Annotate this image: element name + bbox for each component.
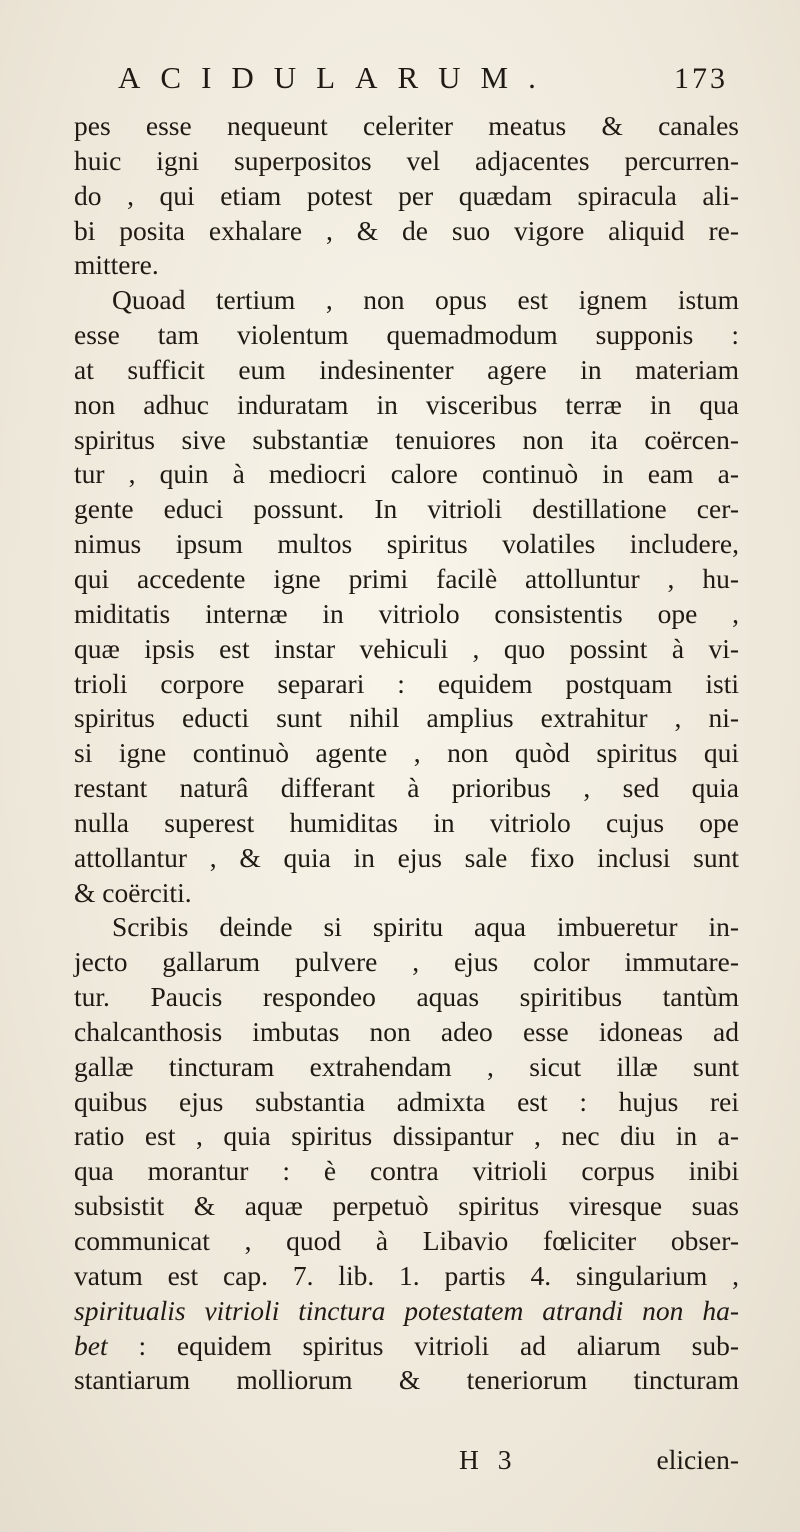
text-line: tur. Paucis respondeo aquas spiritibus tantùm <box>74 981 739 1013</box>
text-line: non adhuc induratam in visceribus terræ in qua <box>74 388 739 420</box>
text-line: stantiarum molliorum & teneriorum tincturam <box>74 1364 739 1396</box>
text-line: nimus ipsum multos spiritus volatiles includere, <box>74 528 739 560</box>
text-line: miditatis internæ in vitriolo consistentis ope , <box>74 597 739 629</box>
text-line: & coërciti. <box>74 876 192 908</box>
text-line: Scribis deinde si spiritu aqua imbueretur in- <box>112 911 739 943</box>
text-line: huic igni superpositos vel adjacentes percurren- <box>74 144 739 176</box>
text-line: gallæ tincturam extrahendam , sicut illæ sunt <box>74 1050 739 1082</box>
text-line: at sufficit eum indesinenter agere in materiam <box>74 353 739 385</box>
text-line: attollantur , & quia in ejus sale fixo inclusi sunt <box>74 841 739 873</box>
text-line: Quoad tertium , non opus est ignem istum <box>112 284 739 316</box>
text-line: bet : equidem spiritus vitrioli ad aliarum sub- <box>74 1329 739 1361</box>
text-line: subsistit & aquæ perpetuò spiritus viresque suas <box>74 1190 739 1222</box>
catchword: elicien- <box>656 1444 739 1475</box>
text-line: qua morantur : è contra vitrioli corpus inibi <box>74 1155 739 1187</box>
text-line: nulla superest humiditas in vitriolo cujus ope <box>74 806 739 838</box>
text-line: pes esse nequeunt celeriter meatus & canales <box>74 110 739 141</box>
text-line: restant naturâ differant à prioribus , sed quia <box>74 772 739 804</box>
text-line: spiritus sive substantiæ tenuiores non ita coërcen- <box>74 423 739 455</box>
text-line: qui accedente igne primi facilè attolluntur , hu- <box>74 562 739 594</box>
text-line: spiritus educti sunt nihil amplius extrahitur , ni- <box>74 702 739 734</box>
text-line: quibus ejus substantia admixta est : hujus rei <box>74 1085 739 1117</box>
text-line: si igne continuò agente , non quòd spiritus qui <box>74 737 739 769</box>
text-line: trioli corpore separari : equidem postquam isti <box>74 667 739 699</box>
running-head <box>118 60 728 100</box>
text-line: bi posita exhalare , & de suo vigore aliquid re- <box>74 214 739 246</box>
page-footer <box>74 1442 739 1478</box>
running-title: ACIDULARUM. <box>118 60 556 95</box>
text-line: quæ ipsis est instar vehiculi , quo possint à vi- <box>74 632 739 664</box>
text-line: vatum est cap. 7. lib. 1. partis 4. singularium , <box>74 1259 739 1291</box>
text-line: ratio est , quia spiritus dissipantur , nec diu in a- <box>74 1120 739 1152</box>
page-number: 173 <box>674 62 728 95</box>
signature-mark: H 3 <box>459 1444 518 1475</box>
text-line: tur , quin à mediocri calore continuò in eam a- <box>74 458 739 490</box>
text-line: mittere. <box>74 249 159 281</box>
text-line: gente educi possunt. In vitrioli destillatione cer- <box>74 493 739 525</box>
text-line: communicat , quod à Libavio fœliciter obser- <box>74 1225 739 1256</box>
text-line: esse tam violentum quemadmodum supponis : <box>74 319 739 351</box>
text-line: do , qui etiam potest per quædam spiracula ali- <box>74 179 739 211</box>
body-text <box>74 109 739 1398</box>
text-line: chalcanthosis imbutas non adeo esse idoneas ad <box>74 1015 739 1047</box>
text-line: jecto gallarum pulvere , ejus color immutare- <box>74 946 739 978</box>
italic-quote-line: spiritualis vitrioli tinctura potestatem atrandi non ha- <box>74 1294 739 1326</box>
